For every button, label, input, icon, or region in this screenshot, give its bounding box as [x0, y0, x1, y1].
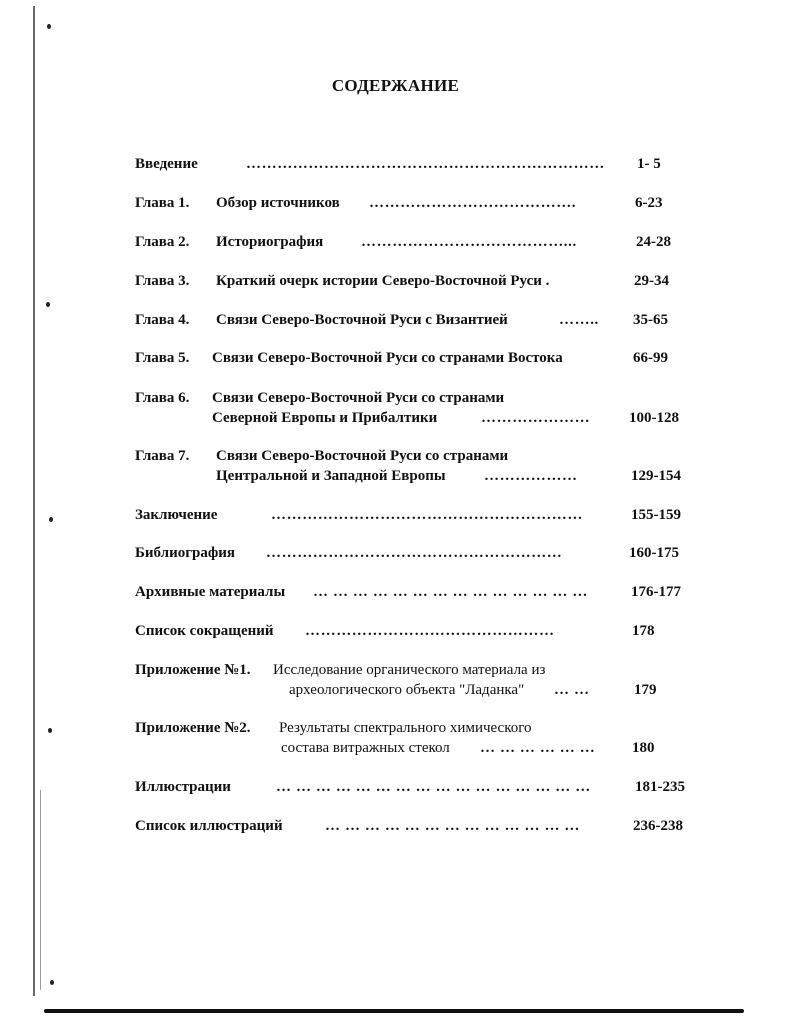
- toc-entry-page: 129-154: [631, 468, 681, 484]
- toc-entry-leader: … …: [554, 682, 590, 698]
- toc-entry-text: Исследование органического материала из: [273, 662, 546, 678]
- toc-entry-label: Глава 6.: [135, 390, 190, 406]
- toc-entry-text: Историография: [216, 234, 324, 250]
- toc-entry-label: Список сокращений: [135, 623, 274, 639]
- toc-entry-page: 155-159: [631, 507, 681, 523]
- toc-entry-label: Глава 1.: [135, 195, 190, 211]
- left-margin-line-secondary: [40, 790, 41, 990]
- toc-entry-text: Связи Северо-Восточной Руси со странами Востока: [212, 350, 563, 366]
- scan-speck: [47, 24, 51, 29]
- toc-entry-page: 66-99: [633, 350, 668, 366]
- toc-entry-leader: ………………: [484, 468, 578, 484]
- toc-entry-leader: ……………………………………………………………: [246, 156, 605, 172]
- toc-entry-label: Иллюстрации: [135, 779, 231, 795]
- toc-entry-label: Глава 4.: [135, 312, 190, 328]
- toc-entry-text-continued: Северной Европы и Прибалтики: [212, 410, 438, 426]
- toc-entry-label: Приложение №2.: [135, 720, 251, 736]
- toc-entry-leader: … … … … … … … … … … … … … … … …: [276, 779, 591, 795]
- toc-entry-page: 29-34: [634, 273, 669, 289]
- toc-entry-leader: … … … … … … … … … … … … …: [325, 818, 580, 834]
- toc-entry-text: Связи Северо-Восточной Руси со странами: [212, 390, 505, 406]
- toc-entry-leader: …………………………………………………: [266, 545, 563, 561]
- toc-entry-label: Глава 5.: [135, 350, 190, 366]
- toc-entry-page: 236-238: [633, 818, 683, 834]
- toc-entry-label: Введение: [135, 156, 198, 172]
- toc-entry-leader: …………………: [481, 410, 591, 426]
- toc-entry-label: Глава 7.: [135, 448, 190, 464]
- scan-speck: [48, 728, 52, 733]
- scan-speck: [46, 302, 50, 307]
- page-title: СОДЕРЖАНИЕ: [331, 76, 460, 95]
- left-margin-line: [33, 6, 35, 996]
- toc-entry-label: Архивные материалы: [135, 584, 286, 600]
- scan-speck: [50, 980, 54, 985]
- toc-entry-text: Краткий очерк истории Северо-Восточной Руси .: [216, 273, 550, 289]
- toc-entry-label: Глава 2.: [135, 234, 190, 250]
- toc-entry-label: Библиография: [135, 545, 236, 561]
- toc-entry-page: 180: [632, 740, 655, 756]
- toc-entry-label: Заключение: [135, 507, 218, 523]
- scan-speck: [49, 517, 53, 522]
- toc-entry-text-continued: Центральной и Западной Европы: [216, 468, 446, 484]
- toc-entry-page: 24-28: [636, 234, 671, 250]
- toc-entry-text: Связи Северо-Восточной Руси с Византией: [216, 312, 508, 328]
- toc-entry-page: 100-128: [629, 410, 679, 426]
- toc-entry-text-continued: состава витражных стекол: [281, 740, 450, 756]
- toc-entry-leader: ……..: [559, 312, 599, 328]
- toc-entry-leader: … … … … … … … … … … … … … …: [313, 584, 588, 600]
- toc-entry-page: 179: [634, 682, 657, 698]
- toc-entry-text-continued: археологического объекта "Ладанка": [289, 682, 525, 698]
- toc-entry-label: Список иллюстраций: [135, 818, 283, 834]
- toc-entry-page: 178: [632, 623, 655, 639]
- toc-entry-page: 181-235: [635, 779, 685, 795]
- toc-entry-leader: ……………………………………………………: [271, 507, 583, 523]
- toc-entry-text: Связи Северо-Восточной Руси со странами: [216, 448, 509, 464]
- bottom-rule: [44, 1009, 744, 1013]
- toc-entry-page: 1- 5: [637, 156, 661, 172]
- toc-entry-label: Глава 3.: [135, 273, 190, 289]
- toc-entry-text: Результаты спектрального химического: [279, 720, 532, 736]
- toc-entry-page: 160-175: [629, 545, 679, 561]
- toc-entry-leader: … … … … … …: [480, 740, 596, 756]
- toc-entry-leader: ………………………………….: [369, 195, 577, 211]
- toc-entry-page: 176-177: [631, 584, 681, 600]
- toc-entry-label: Приложение №1.: [135, 662, 251, 678]
- toc-entry-leader: …………………………………………: [305, 623, 555, 639]
- toc-entry-page: 6-23: [635, 195, 663, 211]
- toc-entry-leader: …………………………………...: [361, 234, 577, 250]
- toc-entry-text: Обзор источников: [216, 195, 340, 211]
- toc-entry-page: 35-65: [633, 312, 668, 328]
